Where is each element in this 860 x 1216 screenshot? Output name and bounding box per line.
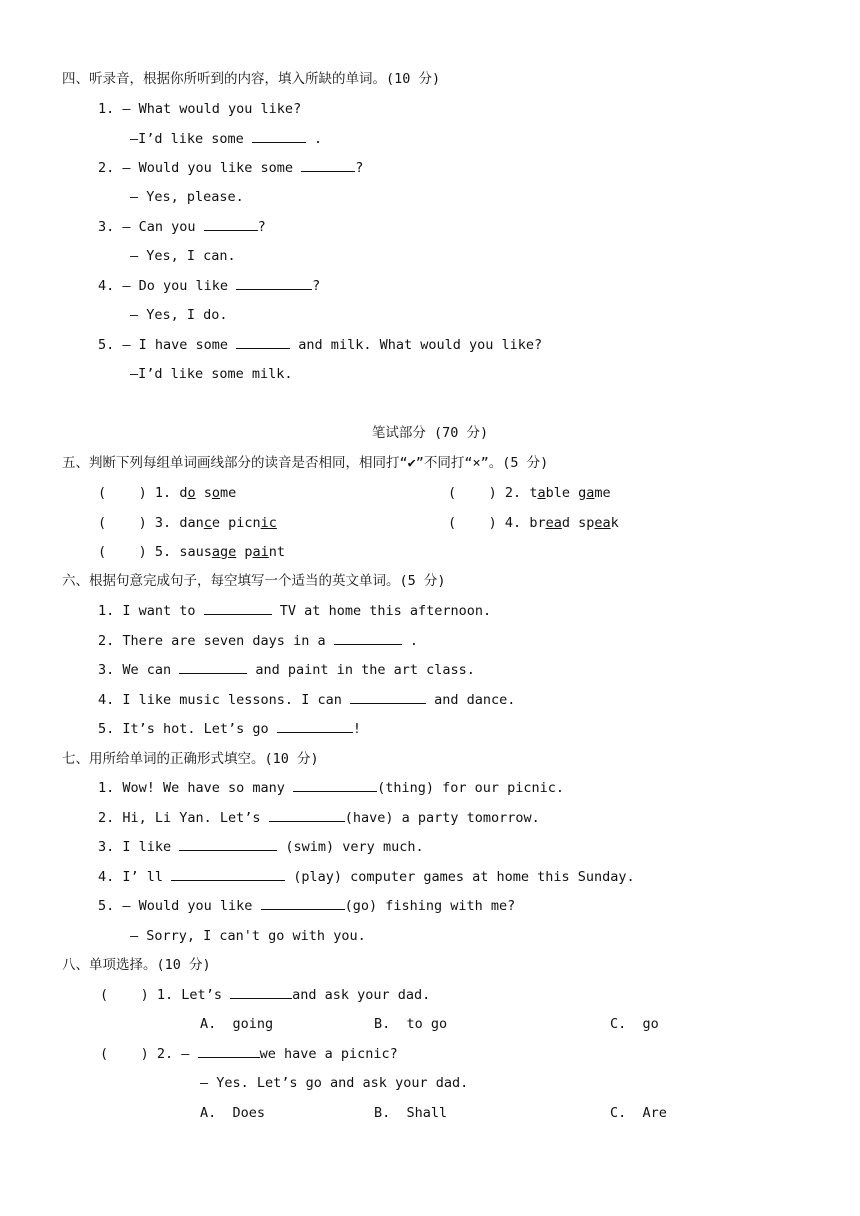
phonics-item-3: ( ) 3. dance picnic	[98, 515, 277, 531]
section-heading-7: 七、用所给单词的正确形式填空。(10 分)	[62, 751, 319, 767]
choice-question-1: ( ) 1. Let’s and ask your dad.	[100, 987, 431, 1003]
blank[interactable]	[350, 691, 426, 704]
section-heading-6: 六、根据句意完成句子，每空填写一个适当的英文单词。(5 分)	[62, 573, 446, 589]
phonics-item-2: ( ) 2. table game	[448, 485, 611, 501]
option-a[interactable]: A. Does	[200, 1105, 266, 1121]
blank[interactable]	[230, 986, 292, 999]
sentence-7-2: 2. Hi, Li Yan. Let’s (have) a party tomorrow.	[98, 810, 540, 826]
blank[interactable]	[198, 1045, 260, 1058]
section-heading-4: 四、听录音，根据你所听到的内容，填入所缺的单词。(10 分)	[62, 71, 441, 87]
answer-7-5: — Sorry, I can't go with you.	[130, 928, 366, 944]
phonics-item-1: ( ) 1. do some	[98, 485, 237, 501]
blank[interactable]	[301, 159, 355, 172]
answer-4-2: — Yes, please.	[130, 189, 244, 205]
sentence-7-4: 4. I’ ll (play) computer games at home this Sunday.	[98, 869, 635, 885]
section-heading-8: 八、单项选择。(10 分)	[62, 957, 211, 973]
answer-4-5: —I’d like some milk.	[130, 366, 293, 382]
blank[interactable]	[171, 868, 285, 881]
question-4-1: 1. — What would you like?	[98, 101, 302, 117]
question-4-5: 5. — I have some and milk. What would you like?	[98, 337, 543, 353]
blank[interactable]	[293, 779, 377, 792]
answer-4-1: —I’d like some .	[130, 131, 323, 147]
sentence-6-4: 4. I like music lessons. I can and dance.	[98, 692, 516, 708]
blank[interactable]	[179, 838, 277, 851]
option-b[interactable]: B. Shall	[374, 1105, 448, 1121]
answer-4-4: — Yes, I do.	[130, 307, 228, 323]
phonics-item-5: ( ) 5. sausage paint	[98, 544, 286, 560]
blank[interactable]	[261, 897, 345, 910]
blank[interactable]	[236, 277, 312, 290]
blank[interactable]	[204, 602, 272, 615]
written-part-title: 笔试部分 (70 分)	[371, 425, 489, 441]
sentence-6-2: 2. There are seven days in a .	[98, 633, 418, 649]
option-b[interactable]: B. to go	[374, 1016, 448, 1032]
section-heading-5: 五、判断下列每组单词画线部分的读音是否相同，相同打“✔”不同打“×”。(5 分)	[62, 455, 549, 471]
blank[interactable]	[277, 720, 353, 733]
blank[interactable]	[252, 130, 306, 143]
choice-question-2: ( ) 2. — we have a picnic?	[100, 1046, 398, 1062]
blank[interactable]	[179, 661, 247, 674]
question-4-3: 3. — Can you ?	[98, 219, 266, 235]
question-4-2: 2. — Would you like some ?	[98, 160, 364, 176]
sentence-6-5: 5. It’s hot. Let’s go !	[98, 721, 361, 737]
option-c[interactable]: C. Are	[610, 1105, 667, 1121]
choice-answer-2: — Yes. Let’s go and ask your dad.	[200, 1075, 469, 1091]
sentence-6-3: 3. We can and paint in the art class.	[98, 662, 475, 678]
sentence-7-3: 3. I like (swim) very much.	[98, 839, 424, 855]
blank[interactable]	[236, 336, 290, 349]
option-a[interactable]: A. going	[200, 1016, 274, 1032]
sentence-7-1: 1. Wow! We have so many (thing) for our picnic.	[98, 780, 565, 796]
blank[interactable]	[269, 809, 345, 822]
sentence-6-1: 1. I want to TV at home this afternoon.	[98, 603, 492, 619]
question-4-4: 4. — Do you like ?	[98, 278, 321, 294]
phonics-item-4: ( ) 4. bread speak	[448, 515, 619, 531]
blank[interactable]	[204, 218, 258, 231]
answer-4-3: — Yes, I can.	[130, 248, 236, 264]
blank[interactable]	[334, 632, 402, 645]
option-c[interactable]: C. go	[610, 1016, 659, 1032]
sentence-7-5: 5. — Would you like (go) fishing with me?	[98, 898, 516, 914]
